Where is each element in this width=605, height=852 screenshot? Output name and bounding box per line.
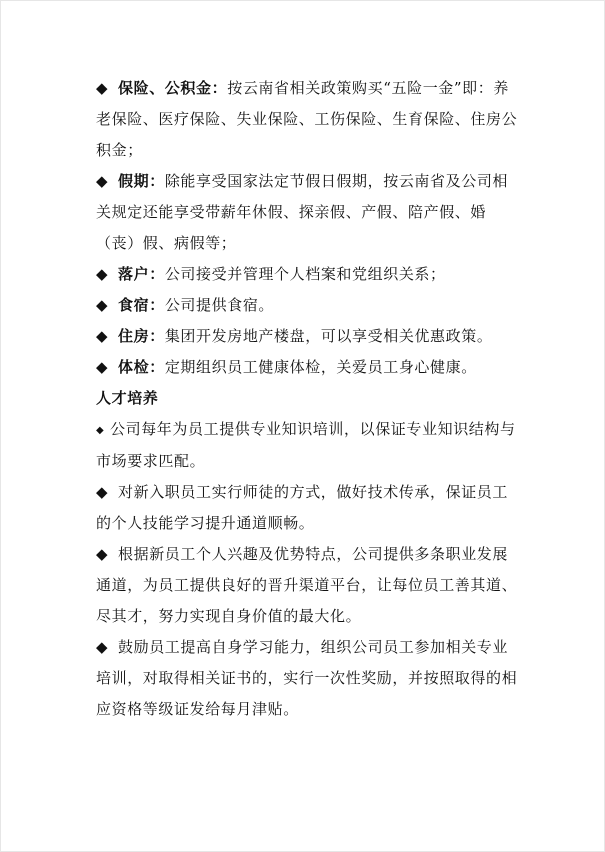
training-text: 对新入职员工实行师徒的方式，做好技术传承，保证员工的个人技能学习提升通道顺畅。: [96, 483, 509, 532]
diamond-bullet-icon: ◆: [96, 296, 109, 314]
diamond-bullet-icon: ◆: [96, 327, 109, 345]
benefit-label: 保险、公积金: [118, 79, 212, 97]
benefit-checkup: [96, 352, 521, 383]
training-text: 鼓励员工提高自身学习能力，组织公司员工参加相关专业培训，对取得相关证书的，实行一次性奖励，并按照取得的相应资格等级证发给每月津贴。: [96, 638, 518, 718]
training-text: 公司每年为员工提供专业知识培训，以保证专业知识结构与市场要求匹配。: [96, 420, 516, 470]
benefit-text: 除能享受国家法定节假日假期，按云南省及公司相关规定还能享受带薪年休假、探亲假、产假、陪产假、婚（丧）假、病假等；: [96, 172, 509, 252]
benefit-board: [96, 290, 521, 321]
benefit-insurance: [96, 73, 521, 166]
label-separator: ：: [149, 265, 165, 283]
diamond-bullet-icon: ◆: [96, 265, 109, 283]
diamond-bullet-icon: ◆: [96, 545, 109, 563]
benefit-registration: [96, 259, 521, 290]
benefit-text: 公司接受并管理个人档案和党组织关系；: [164, 265, 446, 283]
benefit-housing: [96, 321, 521, 352]
diamond-bullet-icon: ◆: [96, 79, 109, 97]
benefit-text: 公司提供食宿。: [164, 296, 275, 314]
benefit-text: 定期组织员工健康体检，关爱员工身心健康。: [164, 358, 477, 376]
benefit-label: 假期: [118, 172, 150, 190]
training-item: [96, 539, 521, 632]
benefit-text: 按云南省相关政策购买“五险一金”即：养老保险、医疗保险、失业保险、工伤保险、生育保险、住房公积金；: [96, 79, 518, 159]
diamond-bullet-icon: ◆: [96, 358, 109, 376]
training-item: [96, 632, 521, 725]
benefit-label: 食宿: [118, 296, 150, 314]
label-separator: ：: [149, 358, 165, 376]
section-heading-training: 人才培养: [96, 389, 159, 407]
document-content: [96, 73, 521, 725]
training-item: [96, 477, 521, 539]
training-text: 根据新员工个人兴趣及优势特点，公司提供多条职业发展通道，为员工提供良好的晋升渠道平台，让每位员工善其道、尽其才，努力实现自身价值的最大化。: [96, 545, 518, 625]
label-separator: ：: [149, 172, 165, 190]
diamond-bullet-icon: ◆: [96, 638, 109, 656]
benefit-label: 落户: [118, 265, 150, 283]
training-item: [96, 414, 521, 477]
diamond-bullet-icon: ◆: [96, 172, 109, 190]
benefit-label: 体检: [118, 358, 150, 376]
diamond-bullet-icon: ◆: [96, 483, 109, 501]
benefit-text: 集团开发房地产楼盘，可以享受相关优惠政策。: [164, 327, 493, 345]
label-separator: ：: [149, 327, 165, 345]
benefit-holidays: [96, 166, 521, 259]
label-separator: ：: [211, 79, 228, 97]
benefit-label: 住房: [118, 327, 150, 345]
label-separator: ：: [149, 296, 165, 314]
diamond-bullet-icon: ◆: [96, 425, 105, 436]
